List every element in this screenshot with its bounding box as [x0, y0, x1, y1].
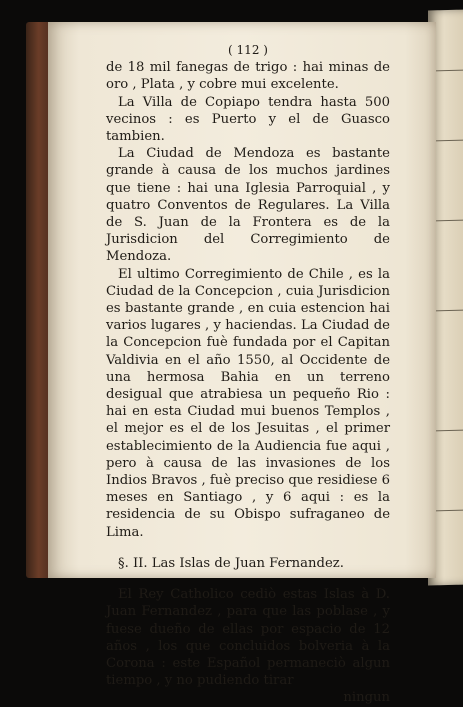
catchword: ningun — [343, 690, 390, 706]
paragraph: La Ciudad de Mendoza es bastante grande à causa de los muchos jardines que tiene : hai una Iglesia Parroquial , y quatro Conventos de Regulares. La Villa de S. Juan de la Frontera es de la Jurisdicion del Corregimiento de Mendoza. — [106, 146, 390, 265]
page-number: ( 112 ) — [228, 43, 268, 57]
paragraph: El Rey Catholico cediò estas Islas à D. Juan Fernandez , para que las poblase , y fuese dueño de ellas por espacio de 12 años , los que concluidos bolveria à la Corona : este Español permaneciò algun tiempo , y no pudiendo tirar — [106, 587, 390, 689]
section-heading: §. II. Las Islas de Juan Fernandez. — [118, 555, 344, 571]
paragraph: La Villa de Copiapo tendra hasta 500 vecinos : es Puerto y el de Guasco tambien. — [106, 94, 390, 145]
page-text — [106, 42, 390, 707]
paragraph: de 18 mil fanegas de trigo : hai minas de oro , Plata , y cobre mui excelente. — [106, 60, 390, 93]
paragraph: El ultimo Corregimiento de Chile , es la Ciudad de la Concepcion , cuia Jurisdicion es bastante grande , en cuia estencion hai varios lugares , y haciendas. La Ciudad de la Concepcion fuè fundada por el Capitan Valdivia en el año 1550, al Occidente de una hermosa Bahia en un terreno desigual que atrabiesa un pequeño Rio : hai en esta Ciudad mui buenos Templos , el mejor es el de los Jesuitas , el primer establecimiento de la Audiencia fue aqui , pero à causa de las invasiones de los Indios Bravos , fuè preciso que residiese 6 meses en Santiago , y 6 aqui : es la residencia de su Obispo sufraganeo de Lima. — [106, 266, 390, 540]
